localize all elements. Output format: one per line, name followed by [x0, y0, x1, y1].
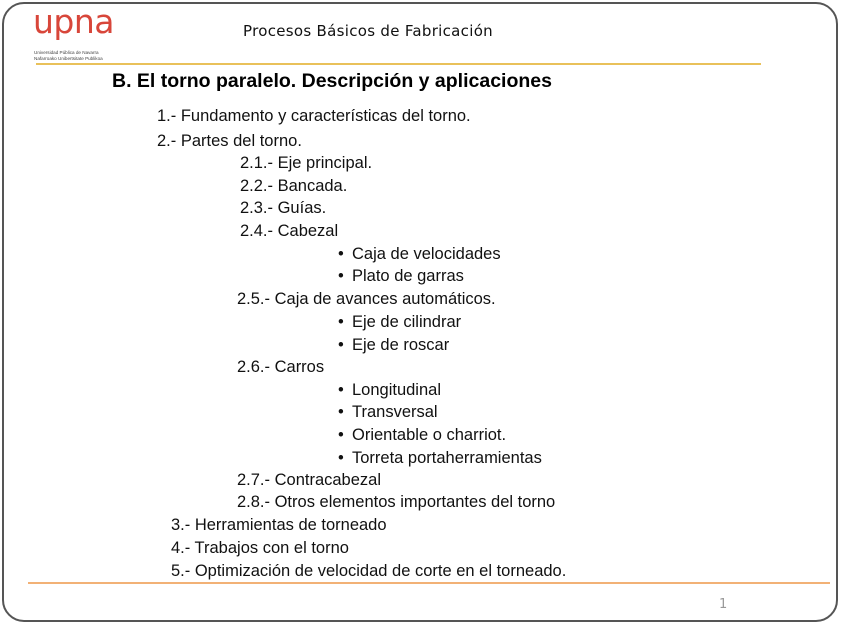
outline-subitem: 2.4.- Cabezal — [240, 222, 339, 240]
footer-divider — [28, 582, 830, 584]
outline-bullet: • Plato de garras — [338, 266, 464, 286]
outline-subitem: 2.5.- Caja de avances automáticos. — [237, 290, 496, 308]
outline-bullet: • Caja de velocidades — [338, 244, 501, 264]
outline-item: 1.- Fundamento y características del torno. — [157, 107, 471, 125]
outline-item: 2.- Partes del torno. — [157, 132, 302, 150]
outline-bullet: • Orientable o charriot. — [338, 425, 506, 445]
outline-bullet: • Longitudinal — [338, 380, 441, 400]
logo-subtitle-line-1: Universidad Pública de Navarra — [34, 50, 99, 55]
outline-subitem: 2.6.- Carros — [237, 358, 325, 376]
upna-logo — [33, 2, 133, 64]
section-title: B. El torno paralelo. Descripción y aplicaciones — [112, 70, 552, 92]
outline-bullet: • Torreta portaherramientas — [338, 448, 542, 468]
logo-subtitle-line-2: Nafarroako Unibertsitate Publikoa — [34, 56, 103, 61]
outline-subitem: 2.3.- Guías. — [240, 199, 327, 217]
logo-wordmark: upna — [33, 2, 114, 41]
page-number: 1 — [719, 597, 728, 612]
outline-item: 3.- Herramientas de torneado — [171, 516, 387, 534]
header-divider — [36, 63, 761, 65]
course-title: Procesos Básicos de Fabricación — [243, 22, 493, 40]
outline-subitem: 2.2.- Bancada. — [240, 177, 348, 195]
outline-bullet: • Eje de roscar — [338, 335, 449, 355]
outline-item: 5.- Optimización de velocidad de corte en el torneado. — [171, 562, 567, 580]
outline-item: 4.- Trabajos con el torno — [171, 539, 349, 557]
outline-bullet: • Eje de cilindrar — [338, 312, 461, 332]
outline-bullet: • Transversal — [338, 402, 438, 422]
outline-subitem: 2.7.- Contracabezal — [237, 471, 381, 489]
outline-subitem: 2.8.- Otros elementos importantes del torno — [237, 493, 556, 511]
outline-subitem: 2.1.- Eje principal. — [240, 154, 373, 172]
